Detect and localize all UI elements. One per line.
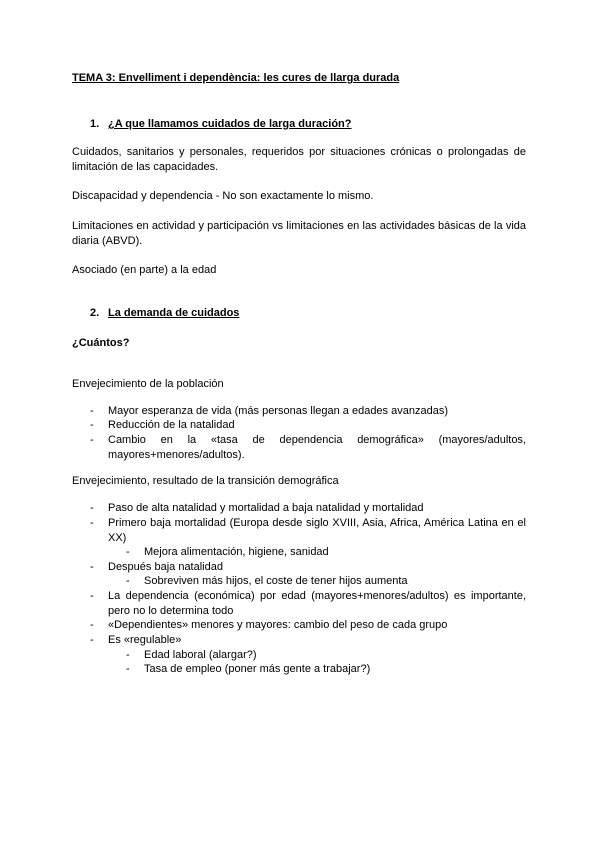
section-2-heading: La demanda de cuidados bbox=[108, 307, 240, 319]
list-bullet: - bbox=[126, 663, 130, 675]
list-bullet: - bbox=[126, 546, 130, 558]
list-bullet: - bbox=[90, 634, 94, 646]
list-bullet: - bbox=[90, 590, 94, 602]
list-bullet: - bbox=[126, 575, 130, 587]
list-bullet: - bbox=[90, 502, 94, 514]
section-1-number: 1. bbox=[90, 118, 100, 130]
list-item: Primero baja mortalidad (Europa desde siglo XVIII, Asia, Africa, América Latina en el XX) bbox=[108, 517, 526, 544]
list-bullet: - bbox=[90, 434, 94, 446]
paragraph-limitations: Limitaciones en actividad y participación vs limitaciones en las actividades básicas de la vida diaria (ABVD). bbox=[72, 220, 526, 247]
paragraph-definition: Cuidados, sanitarios y personales, requeridos por situaciones crónicas o prolongadas de limitación de las capacidades. bbox=[72, 146, 526, 173]
list-bullet: - bbox=[90, 405, 94, 417]
paragraph-disability: Discapacidad y dependencia - No son exactamente lo mismo. bbox=[72, 190, 374, 202]
list-item: Cambio en la «tasa de dependencia demográfica» (mayores/adultos, mayores+menores/adultos). bbox=[108, 434, 526, 461]
list-item: Tasa de empleo (poner más gente a trabajar?) bbox=[144, 663, 371, 675]
list-item: Después baja natalidad bbox=[108, 561, 223, 573]
page-title: TEMA 3: Envelliment i dependència: les cures de llarga durada bbox=[72, 72, 400, 84]
list-item: Es «regulable» bbox=[108, 634, 182, 646]
section-1-heading: ¿A que llamamos cuidados de larga duración? bbox=[108, 118, 352, 130]
section-2-number: 2. bbox=[90, 307, 100, 319]
list-bullet: - bbox=[126, 649, 130, 661]
list-bullet: - bbox=[90, 619, 94, 631]
intro-demographic-transition: Envejecimiento, resultado de la transición demográfica bbox=[72, 475, 339, 487]
list-item: Edad laboral (alargar?) bbox=[144, 649, 257, 661]
list-item: Mejora alimentación, higiene, sanidad bbox=[144, 546, 329, 558]
intro-aging-population: Envejecimiento de la población bbox=[72, 378, 224, 390]
list-bullet: - bbox=[90, 561, 94, 573]
list-item: La dependencia (económica) por edad (mayores+menores/adultos) es importante, pero no lo determina todo bbox=[108, 590, 526, 617]
list-item: «Dependientes» menores y mayores: cambio del peso de cada grupo bbox=[108, 619, 448, 631]
list-item: Mayor esperanza de vida (más personas llegan a edades avanzadas) bbox=[108, 405, 448, 417]
list-item: Paso de alta natalidad y mortalidad a baja natalidad y mortalidad bbox=[108, 502, 424, 514]
list-bullet: - bbox=[90, 419, 94, 431]
subheading-cuantos: ¿Cuántos? bbox=[72, 337, 130, 349]
list-item: Reducción de la natalidad bbox=[108, 419, 235, 431]
list-bullet: - bbox=[90, 517, 94, 529]
paragraph-age: Asociado (en parte) a la edad bbox=[72, 264, 217, 276]
list-item: Sobreviven más hijos, el coste de tener hijos aumenta bbox=[144, 575, 408, 587]
